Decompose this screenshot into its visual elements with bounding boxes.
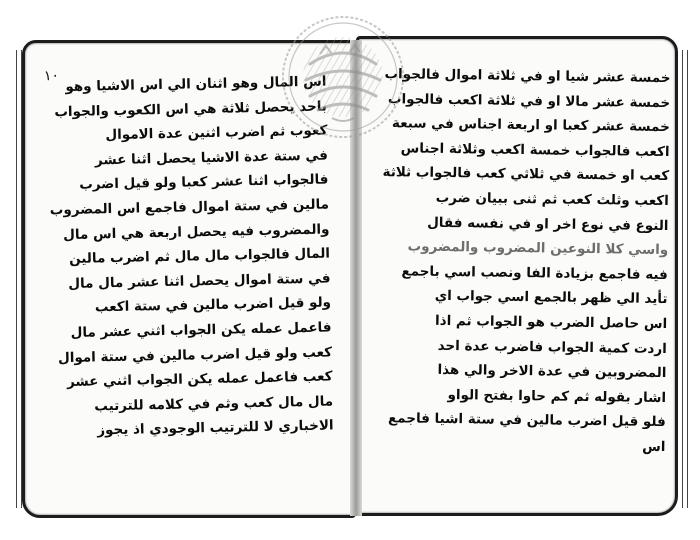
text-line: اشار بقوله ثم كم حاوا بفتح الواو bbox=[447, 386, 667, 406]
text-line: كعب فاعمل عمله يكن الجواب اثني عشر bbox=[66, 368, 333, 391]
text-line: اس حاصل الضرب هو الجواب ثم اذا bbox=[434, 312, 668, 333]
text-line: الاخباري لا للترتيب الوجودي اذ يجوز bbox=[97, 417, 334, 439]
text-line: مالين في ستة اموال فاجمع اس المضروب bbox=[49, 196, 330, 219]
book-gutter bbox=[350, 40, 362, 516]
text-line: خمسة عشر كعبا او اربعة اجناس في سبعة bbox=[391, 115, 670, 136]
text-line: النوع في نوع اخر او في نفسه فقال bbox=[427, 214, 669, 234]
right-page-edges bbox=[682, 50, 688, 508]
text-line: فاعمل عمله يكن الجواب اثني عشر مال bbox=[70, 319, 332, 341]
text-line: اس bbox=[642, 438, 666, 455]
text-line: المال فالجواب مال مال ثم اضرب مالين bbox=[69, 245, 331, 268]
text-line: ولو قيل اضرب مالين في ستة اكعب bbox=[94, 294, 332, 316]
text-line: فيه فاجمع بزيادة الفا ونصب اسي باجمع bbox=[401, 263, 668, 283]
text-line: كعب ولو قيل اضرب مالين في ستة اموال bbox=[57, 343, 333, 366]
text-line: تأيد الي ظهر بالجمع اسي جواب اي bbox=[434, 288, 668, 308]
text-line: واسي كلا النوعين المضروب والمضروب bbox=[407, 238, 669, 259]
text-line: كعب او خمسة في ثلاثي كعب فالجواب ثلاثة bbox=[382, 164, 670, 185]
text-line: اكعب وثلث كعب ثم ثنى ببيان ضرب bbox=[435, 189, 669, 210]
text-line: في ستة عدة الاشيا يحصل اثنا عشر bbox=[94, 147, 329, 169]
text-line: باحد يحصل ثلاثة هي اس الكعوب والجواب bbox=[54, 98, 328, 120]
text-line: في ستة اموال يحصل اثنا عشر مال مال bbox=[68, 270, 331, 292]
text-line: خمسة عشر شيا او في ثلاثة اموال فالجواب bbox=[384, 66, 671, 87]
text-line: كعوب ثم اضرب اثنين عدة الاموال bbox=[105, 122, 328, 144]
text-line: المضروبين في عدة الاخر والي هذا bbox=[437, 362, 667, 382]
right-page-text bbox=[365, 62, 670, 460]
text-line: اكعب فالجواب خمسة اكعب وثلاثة اجناس bbox=[400, 140, 670, 160]
text-line: خمسة عشر مالا او في ثلاثة اكعب فالجواب bbox=[387, 90, 671, 111]
text-line: والمضروب فيه يحصل اربعة هي اس مال bbox=[62, 221, 330, 243]
text-line: فالجواب اثنا عشر كعبا ولو قيل اضرب bbox=[79, 171, 329, 194]
text-line: اس المال وهو اثنان الي اس الاشيا وهو bbox=[65, 73, 327, 95]
text-line: اردت كمية الجواب فاضرب عدة احد bbox=[437, 337, 667, 357]
folio-number: ۱۰ bbox=[43, 67, 60, 85]
text-line: مال مال كعب وثم في كلامه للترتيب bbox=[94, 393, 334, 415]
text-line: فلو قيل اضرب مالين في ستة اشيا فاجمع bbox=[387, 410, 666, 431]
